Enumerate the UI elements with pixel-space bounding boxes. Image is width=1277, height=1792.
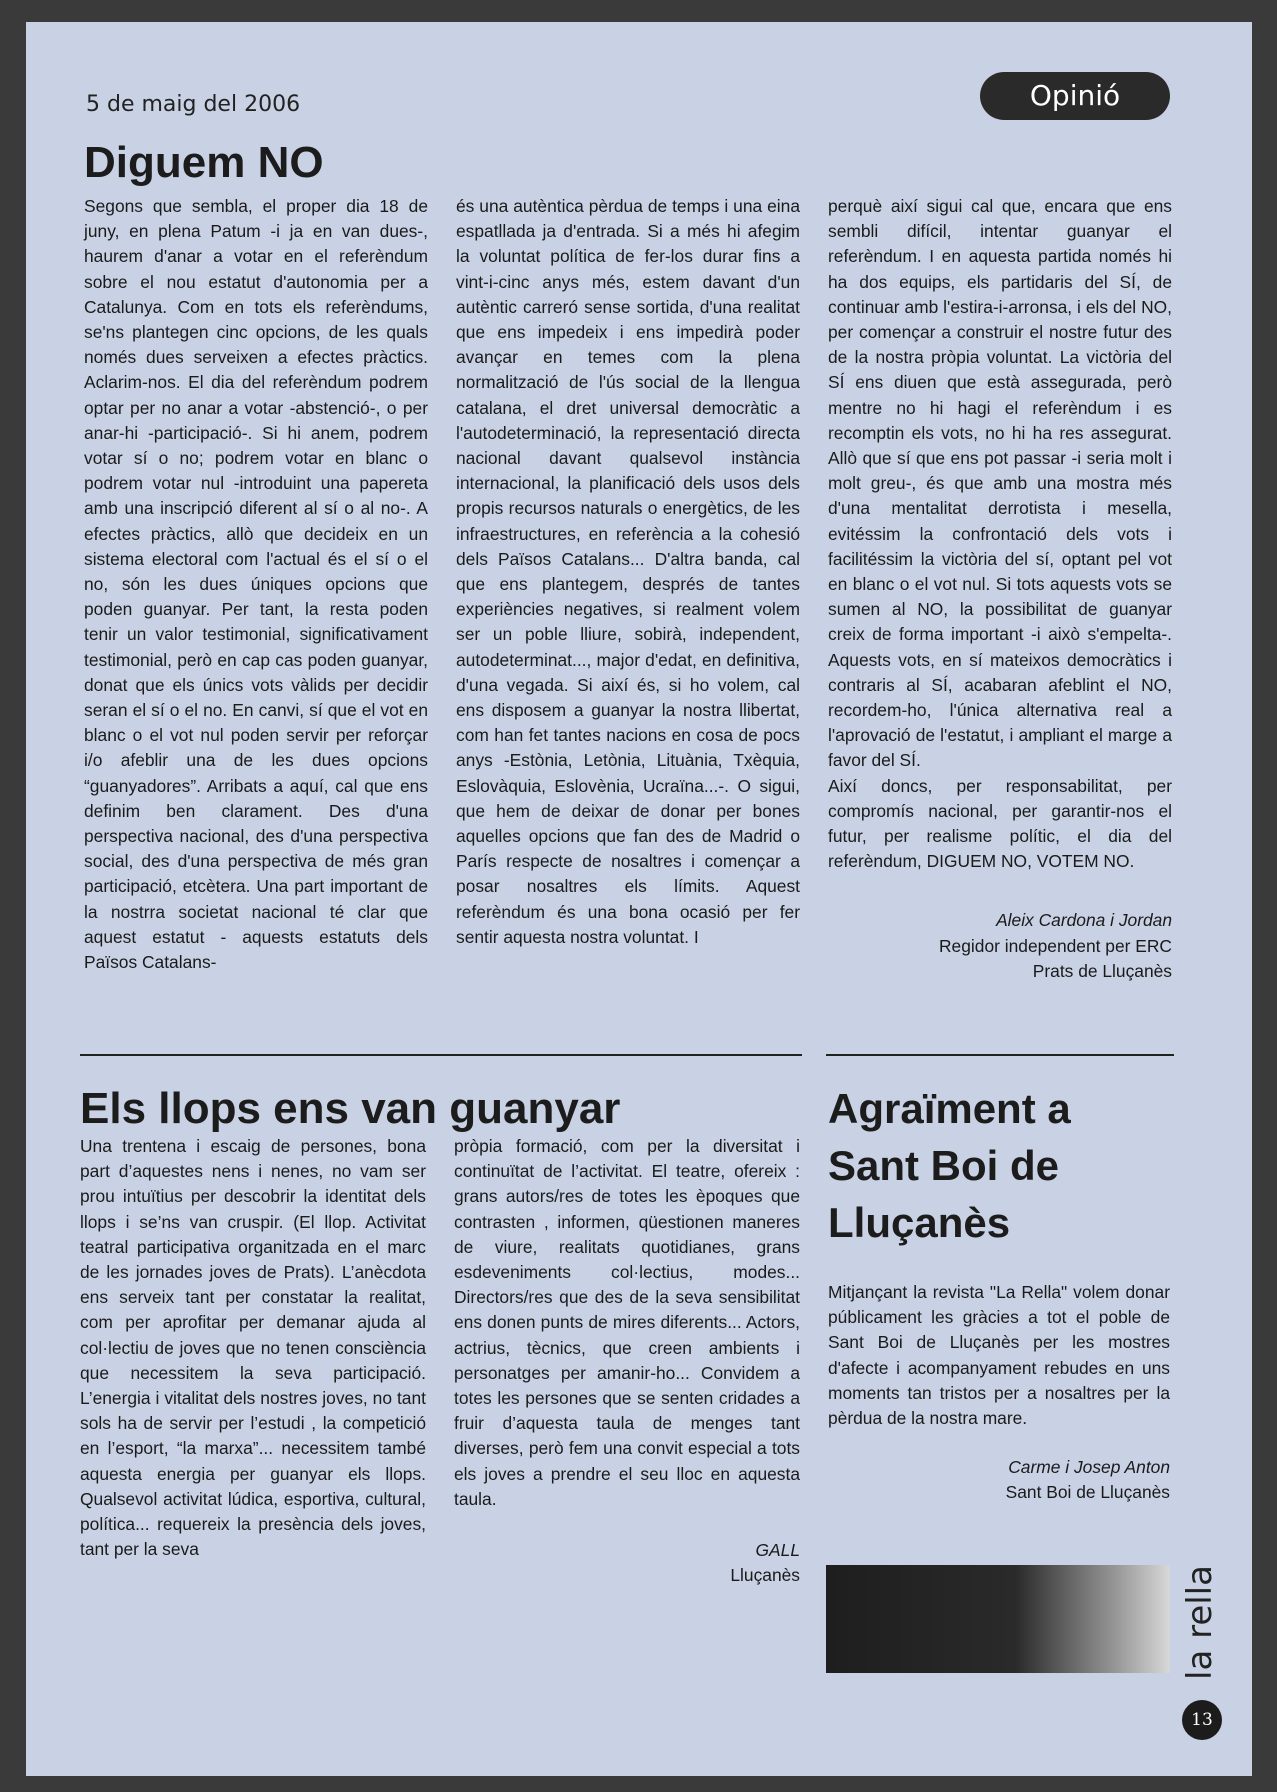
issue-date: 5 de maig del 2006 — [86, 92, 301, 117]
decorative-gradient-box — [826, 1565, 1170, 1673]
article2-signature: GALL Lluçanès — [730, 1540, 800, 1586]
article1-column-2: és una autèntica pèrdua de temps i una eina espatllada ja d'entrada. Si a més hi afegim la voluntat política de fer-los durar fins a vint-i-cinc anys més, estem davant d'un autèntic carreró sense sortida, d'una realitat que ens impedeix i ens impedirà poder avançar en temes com la plena normalització de l'ús social de la llengua catalana, el dret universal democràtic a l'autodeterminació, la representació directa nacional davant qualsevol instància internacional, la planificació dels usos dels propis recursos naturals o energètics, de les infraestructures, en referència a la cohesió dels Països Catalans... D'altra banda, cal que ens plantegem, després de tantes experiències negatives, si realment volem ser un poble lliure, sobirà, independent, autodeterminat..., major d'edat, en definitiva, d'una vegada. Si així és, si ho volem, cal ens disposem a guanyar la nostra llibertat, com han fet tantes nacions en cosa de pocs anys -Estònia, Letònia, Lituània, Txèquia, Eslovàquia, Eslovènia, Ucraïna...-. O sigui, que hem de deixar de donar per bones aquelles opcions que fan des de Madrid o París respecte de nosaltres i començar a posar nosaltres els límits. Aquest referèndum és una bona ocasió per fer sentir aquesta nostra voluntat. I — [456, 196, 800, 947]
article1-column-3: perquè així sigui cal que, encara que ens sembli difícil, intentar guanyar el referèndum. I en aquesta partida només hi ha dos equips, els partidaris del SÍ, de continuar amb l'estira-i-arronsa, i els del NO, per començar a construir el nostre futur des de la nostra pròpia voluntat. La victòria del SÍ ens diuen que està assegurada, però mentre no hi hagi el referèndum i es recomptin els vots, no hi ha res assegurat. Allò que sí que ens pot passar -i seria molt i molt greu-, és que amb una mostra més d'una mentalitat derrotista i mesella, evitéssim la confrontació dels vots i facilitéssim la victòria del sí, optant pel vot en blanc o el vot nul. Si tots aquests vots se sumen al NO, la possibilitat de guanyar creix de forma important -i això s'empelta-. Aquests vots, en sí mateixos democràtics i contraris al SÍ, acabaran afeblint el NO, recordem-ho, l'única alternativa real a l'aprovació de l'estatut, i ampliant el marge a favor del SÍ. Així doncs, per responsabilitat, per compromís nacional, per garantir-nos el futur, per realisme polític, el dia del referèndum, DIGUEM NO, VOTEM NO. Aleix Cardona i Jordan Regidor independent per ERC Prats de Lluçanès — [828, 194, 1172, 984]
article3-signature: Carme i Josep Anton Sant Boi de Lluçanès — [1005, 1457, 1170, 1503]
article1-signature: Aleix Cardona i Jordan Regidor independent per ERC Prats de Lluçanès — [939, 910, 1172, 981]
page-number: 13 — [1182, 1700, 1222, 1740]
article2-column-2: pròpia formació, com per la diversitat i continuïtat de l’activitat. El teatre, ofereix : grans autors/res de totes les èpoques que contrasten , informen, qüestionen maneres de viure, realitats quotidianes, grans esdeveniments col·lectius, modes... Directors/res que des de la seva sensibilitat ens donen punts de mires diferents... Actors, actrius, tècnics, que creen ambients i personatges per amanir-ho... Convidem a totes les persones que se senten cridades a fruir d’aquesta taula de menges tant diverses, però fem una convit especial a tots els joves a prendre el seu lloc en aquesta taula. GALL Lluçanès — [454, 1134, 800, 1588]
divider-right — [826, 1054, 1174, 1056]
article2-column-1: Una trentena i escaig de persones, bona part d’aquestes nens i nenes, no vam ser prou intuïtius per descobrir la identitat dels llops i se’ns van cruspir. (El llop. Activitat teatral participativa organitzada en el marc de les jornades joves de Prats). L’anècdota ens serveix tant per constatar la realitat, com per aprofitar per demanar ajuda al col·lectiu de joves que no tenen consciència que necessitem la seva participació. L’energia i vitalitat dels nostres joves, no tant sols ha de servir per l’estudi , la competició en l’esport, “la marxa”... necessitem també aquesta energia per guanyar els llops. Qualsevol activitat lúdica, esportiva, cultural, política... requereix la presència dels joves, tant per la seva — [80, 1136, 426, 1560]
magazine-logo: la rella — [1180, 1565, 1220, 1680]
section-badge: Opinió — [980, 72, 1170, 120]
article-title-llops: Els llops ens van guanyar — [80, 1084, 621, 1133]
article-title-agraiment: Agraïment a Sant Boi de Lluçanès — [828, 1085, 1071, 1246]
article-title-diguem-no: Diguem NO — [84, 138, 324, 187]
article1-column-1: Segons que sembla, el proper dia 18 de juny, en plena Patum -i ja en van dues-, haurem d'anar a votar en el referèndum sobre el nou estatut d'autonomia per a Catalunya. Com en tots els referèndums, se'ns plantegen cinc opcions, de les quals només dues serveixen a efectes pràctics. Aclarim-nos. El dia del referèndum podrem optar per no anar a votar -abstenció-, o per anar-hi -participació-. Si hi anem, podrem votar sí o no; podrem votar en blanc o podrem votar nul -introduint una papereta amb una inscripció diferent al sí o al no-. A efectes pràctics, allò que decideix en un sistema electoral com l'actual és el sí o el no, són les dues úniques opcions que poden guanyar. Per tant, la resta poden tenir un valor testimonial, significativament testimonial, però en cap cas poden guanyar, donat que els únics vots vàlids per decidir seran el sí o el no. En canvi, sí que el vot en blanc o el vot nul poden servir per reforçar i/o afeblir una de les dues opcions “guanyadores”. Arribats a aquí, cal que ens definim ben clarament. Des d'una perspectiva nacional, des d'una perspectiva social, des d'una perspectiva de més gran participació, etcètera. Una part important de la nostrra societat nacional té clar que aquest estatut - aquests estatuts dels Països Catalans- — [84, 196, 428, 973]
divider-left — [80, 1054, 802, 1056]
article3-body: Mitjançant la revista "La Rella" volem donar públicament les gràcies a tot el poble de Sant Boi de Lluçanès per les mostres d'afecte i acompanyament rebudes en uns moments tan tristos per a nosaltres per la pèrdua de la nostra mare. Carme i Josep Anton Sant Boi de Lluçanès — [828, 1280, 1170, 1506]
